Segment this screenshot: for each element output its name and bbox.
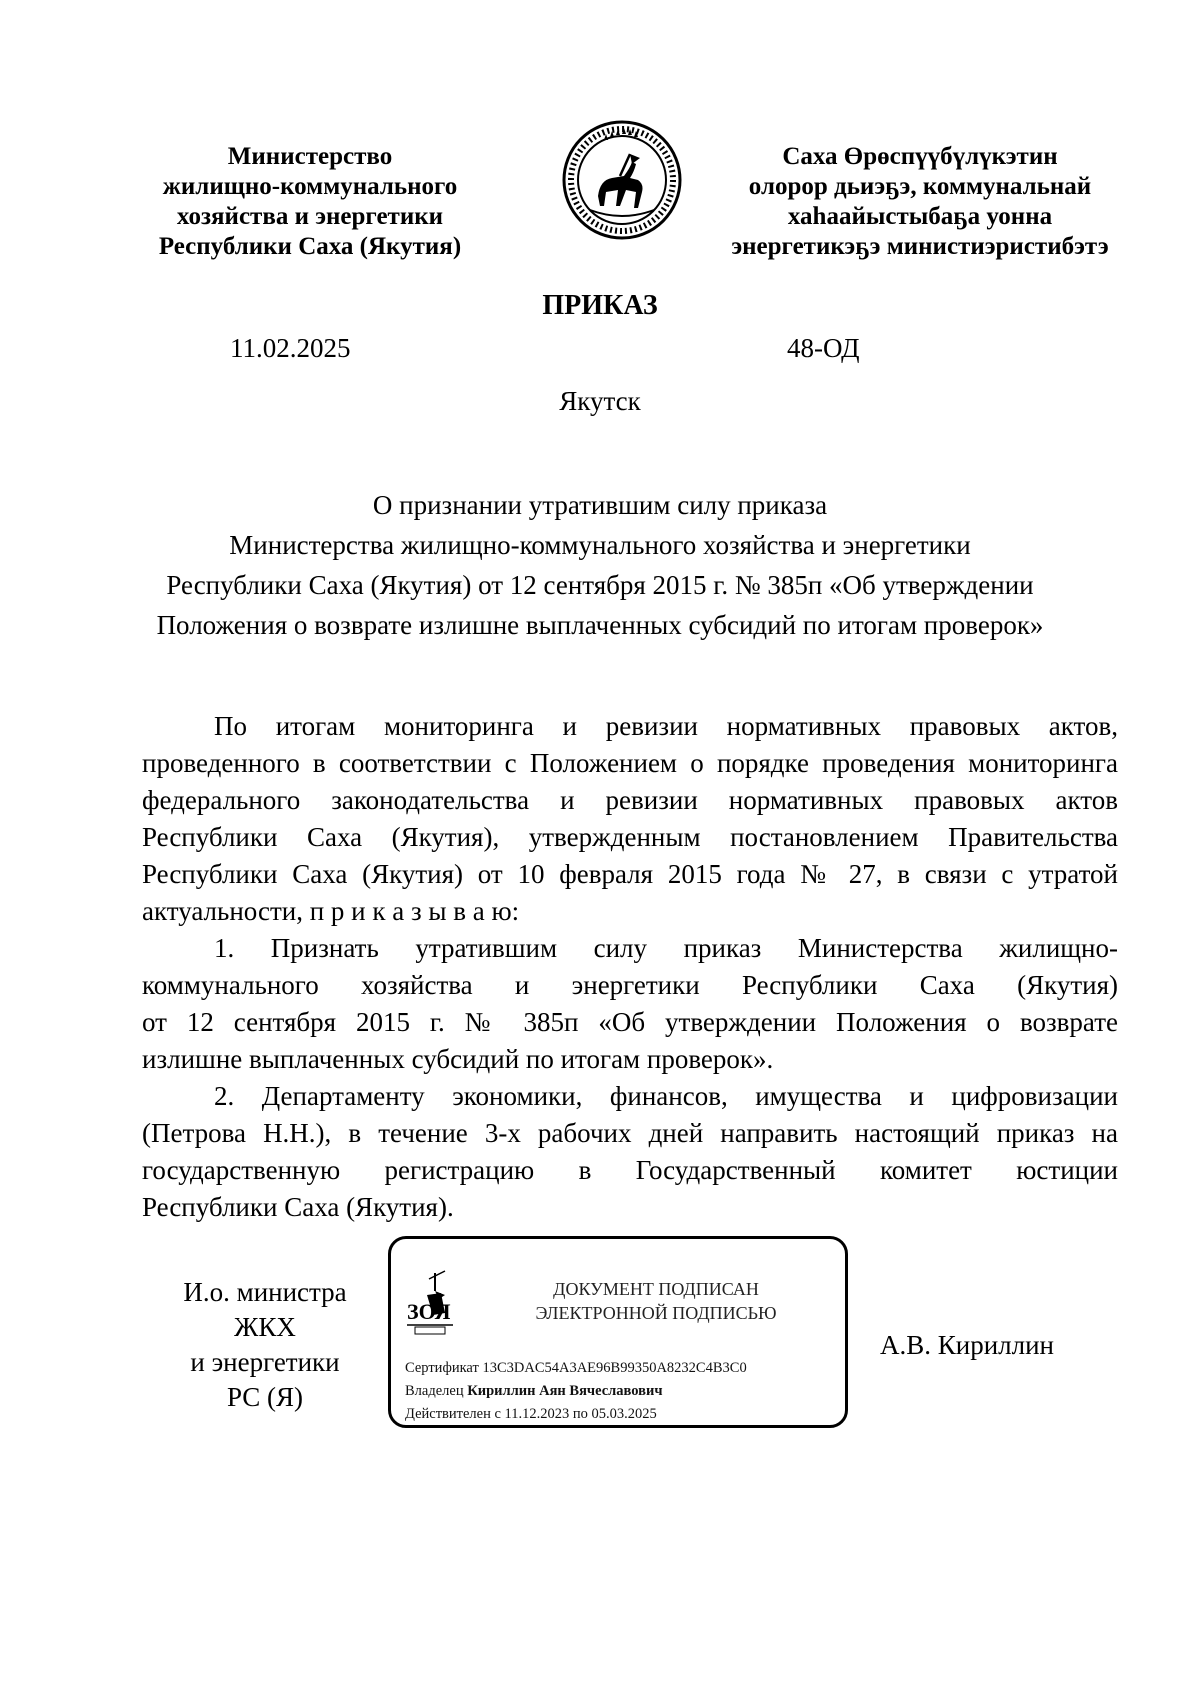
- item-2-line: государственную регистрацию в Государственный комитет юстиции: [142, 1155, 1118, 1185]
- stamp-details: [405, 1357, 747, 1426]
- valid-from-label: Действителен с: [405, 1406, 501, 1422]
- valid-to-label: по: [572, 1406, 588, 1422]
- owner-value: Кириллин Аян Вячеславович: [467, 1383, 663, 1399]
- item-1-line: излишне выплаченных субсидий по итогам проверок».: [142, 1044, 774, 1074]
- header-left-line: жилищно-коммунального: [162, 173, 458, 200]
- certificate-row: [405, 1357, 747, 1380]
- signer-position-line: ЖКХ: [234, 1312, 296, 1342]
- signer-position-line: РС (Я): [226, 1382, 304, 1412]
- body-line: федерального законодательства и ревизии нормативных правовых актов: [142, 785, 1118, 815]
- header-right-line: олорор дьиэҕэ, коммунальнай: [748, 173, 1092, 200]
- header-left-line: Министерство: [227, 143, 393, 170]
- header-right-line: Саха Өрөспүүбүлүкэтин: [782, 143, 1058, 170]
- coat-of-arms-icon: [560, 118, 684, 242]
- document-title: [140, 485, 1060, 645]
- order-date: 11.02.2025: [230, 333, 351, 363]
- item-1-line: 1. Признать утратившим силу приказ Министерства жилищно-: [214, 933, 1118, 963]
- ministry-name-sakha: [720, 142, 1120, 262]
- body-line: актуальности, п р и к а з ы в а ю:: [142, 896, 520, 926]
- order-number: 48-ОД: [787, 333, 860, 363]
- document-body: [142, 708, 1118, 1226]
- signer-position: [160, 1275, 370, 1415]
- item-1-line: от 12 сентября 2015 г. № 385п «Об утверждении Положения о возврате: [142, 1007, 1118, 1037]
- title-line: Положения о возврате излишне выплаченных субсидий по итогам проверок»: [156, 610, 1044, 640]
- title-line: Министерства жилищно-коммунального хозяйства и энергетики: [229, 530, 971, 560]
- validity-row: [405, 1403, 747, 1426]
- stamp-heading-line: ДОКУМЕНТ ПОДПИСАН: [553, 1279, 759, 1299]
- item-1-line: коммунального хозяйства и энергетики Республики Саха (Якутия): [142, 970, 1118, 1000]
- stamp-heading-line: ЭЛЕКТРОННОЙ ПОДПИСЬЮ: [535, 1303, 777, 1323]
- owner-row: [405, 1380, 747, 1403]
- valid-from-value: 11.12.2023: [504, 1406, 570, 1422]
- yakutia-100-years-logo-icon: [405, 1269, 457, 1339]
- header-right-line: хаһаайыстыбаҕа уонна: [787, 203, 1053, 230]
- body-line: Республики Саха (Якутия) от 10 февраля 2015 года № 27, в связи с утратой: [142, 859, 1118, 889]
- body-line: По итогам мониторинга и ревизии нормативных правовых актов,: [214, 711, 1118, 741]
- electronic-signature-stamp: [388, 1236, 848, 1428]
- title-line: Республики Саха (Якутия) от 12 сентября 2015 г. № 385п «Об утверждении: [166, 570, 1034, 600]
- body-line: Республики Саха (Якутия), утвержденным постановлением Правительства: [142, 822, 1118, 852]
- item-2-line: Республики Саха (Якутия).: [142, 1192, 454, 1222]
- owner-label: Владелец: [405, 1383, 464, 1399]
- ministry-name-russian: [130, 142, 490, 262]
- signer-position-line: И.о. министра: [183, 1277, 347, 1307]
- order-place: Якутск: [559, 386, 641, 416]
- header-left-line: хозяйства и энергетики: [176, 203, 444, 230]
- document-type: ПРИКАЗ: [542, 290, 658, 321]
- stamp-heading: [491, 1277, 821, 1325]
- signer-position-line: и энергетики: [190, 1347, 340, 1377]
- item-2-line: 2. Департаменту экономики, финансов, имущества и цифровизации: [214, 1081, 1118, 1111]
- body-line: проведенного в соответствии с Положением о порядке проведения мониторинга: [142, 748, 1118, 778]
- header-right-line: энергетикэҕэ министиэристибэтэ: [731, 233, 1109, 260]
- item-2-line: (Петрова Н.Н.), в течение 3-х рабочих дней направить настоящий приказ на: [142, 1118, 1118, 1148]
- signer-name: А.В. Кириллин: [880, 1330, 1055, 1360]
- certificate-value: 13C3DAC54A3AE96B99350A8232C4B3C0: [482, 1360, 747, 1376]
- header-left-line: Республики Саха (Якутия): [158, 233, 462, 260]
- title-line: О признании утратившим силу приказа: [372, 490, 828, 520]
- valid-to-value: 05.03.2025: [591, 1406, 657, 1422]
- certificate-label: Сертификат: [405, 1360, 479, 1376]
- stamp-logo-text: ЗОЯ: [407, 1299, 451, 1324]
